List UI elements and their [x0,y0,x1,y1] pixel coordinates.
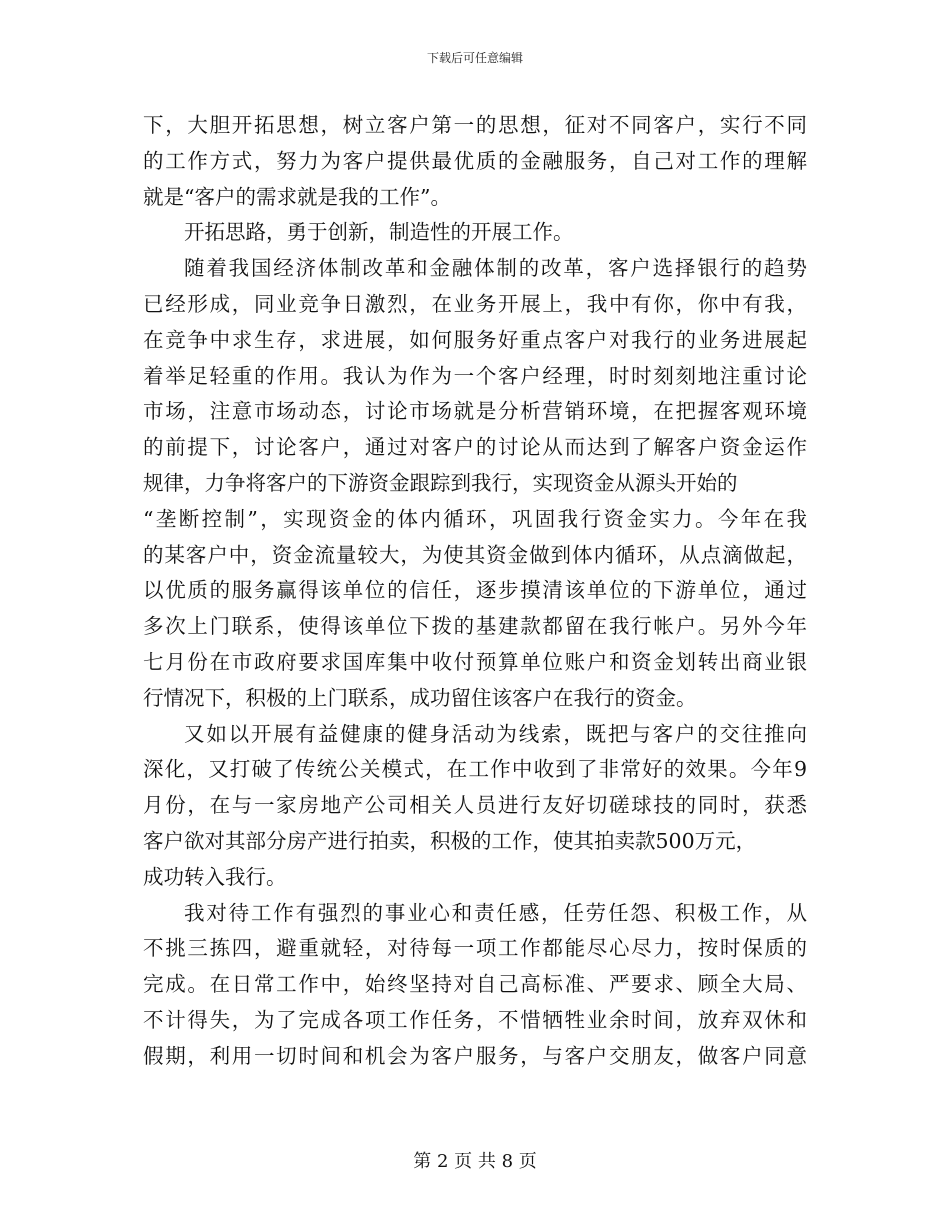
text-line: 开拓思路，勇于创新，制造性的开展工作。 [184,220,574,245]
text-line: 不计得失，为了完成各项工作任务，不惜牺牲业余时间，放弃双休和 [143,1007,807,1032]
text-line: 的某客户中，资金流量较大，为使其资金做到体内循环，从点滴做起， [143,542,807,567]
text-line: 规律，力争将客户的下游资金跟踪到我行，实现资金从源头开始的 [143,470,738,495]
text-line: 下，大胆开拓思想，树立客户第一的思想，征对不同客户，实行不同 [143,113,807,137]
text-line: 客户欲对其部分房产进行拍卖，积极的工作，使其拍卖款500万元， [143,828,757,853]
text-line: 已经形成，同业竞争日激烈，在业务开展上，我中有你，你中有我， [143,291,807,316]
text-line: 以优质的服务赢得该单位的信任，逐步摸清该单位的下游单位，通过 [143,578,807,603]
text-line: 的前提下，讨论客户，通过对客户的讨论从而达到了解客户资金运作 [143,435,807,460]
text-line: 七月份在市政府要求国库集中收付预算单位账户和资金划转出商业银 [143,649,807,674]
page-number: 第 2 页 共 8 页 [413,1151,537,1172]
text-line: 不挑三拣四，避重就轻，对待每一项工作都能尽心尽力，按时保质的 [143,936,807,961]
text-line: 在竞争中求生存，求进展，如何服务好重点客户对我行的业务进展起 [143,327,807,352]
text-line: 月份，在与一家房地产公司相关人员进行友好切磋球技的同时，获悉 [143,793,807,818]
text-line: 假期，利用一切时间和机会为客户服务，与客户交朋友，做客户同意 [143,1043,807,1068]
text-line: 就是“客户的需求就是我的工作”。 [143,184,451,209]
text-line: 多次上门联系，使得该单位下拨的基建款都留在我行帐户。另外今年 [143,614,807,639]
text-line: 深化，又打破了传统公关模式，在工作中收到了非常好的效果。今年9 [143,757,807,782]
text-line: 行情况下，积极的上门联系，成功留住该客户在我行的资金。 [143,685,697,710]
text-line: 我对待工作有强烈的事业心和责任感，任劳任怨、积极工作，从 [184,900,807,925]
text-line: 着举足轻重的作用。我认为作为一个客户经理，时时刻刻地注重讨论 [143,363,807,388]
document-body [143,108,807,1075]
text-line: 完成。在日常工作中，始终坚持对自己高标准、严要求、顾全大局、 [143,972,807,997]
text-line: 成功转入我行。 [143,864,287,889]
text-line: 随着我国经济体制改革和金融体制的改革，客户选择银行的趋势 [184,256,807,281]
text-line: 的工作方式，努力为客户提供最优质的金融服务，自己对工作的理解 [143,148,807,173]
text-line: “垄断控制”，实现资金的体内循环，巩固我行资金实力。今年在我 [143,506,807,531]
text-line: 又如以开展有益健康的健身活动为线索，既把与客户的交往推向 [184,721,807,746]
text-line: 市场，注意市场动态，讨论市场就是分析营销环境，在把握客观环境 [143,399,807,424]
page-header: 下载后可任意编辑 [426,51,523,65]
